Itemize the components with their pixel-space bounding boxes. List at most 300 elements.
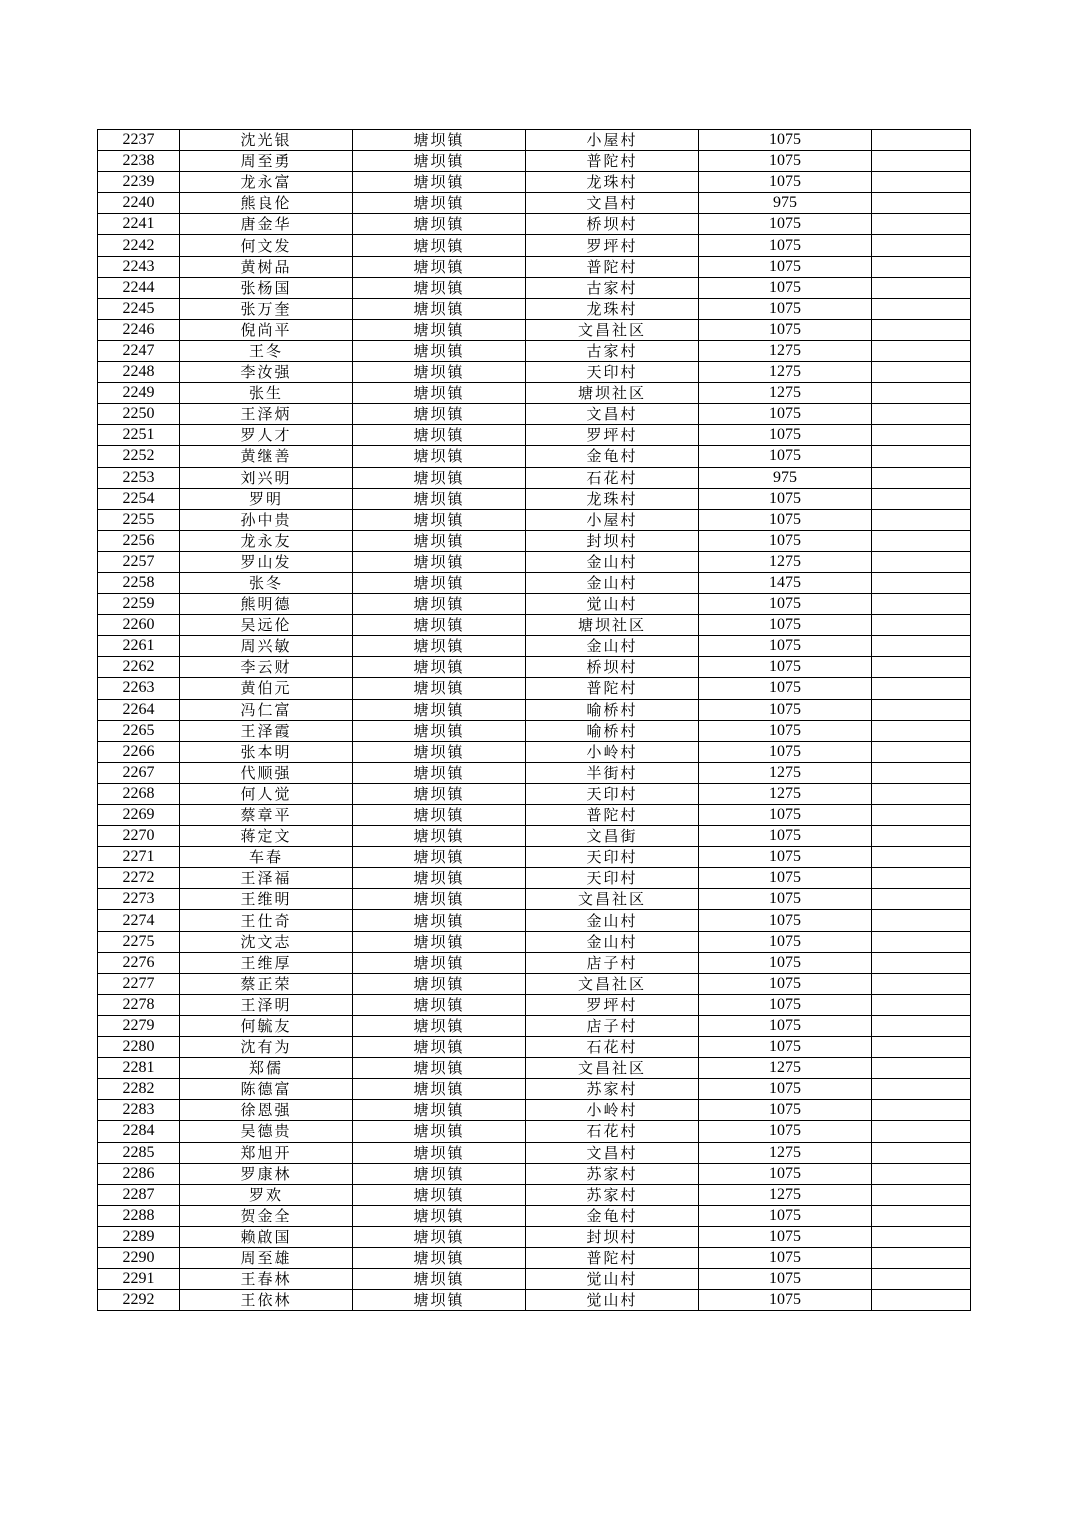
table-row <box>98 1058 971 1079</box>
person-name-cell: 徐恩强 <box>180 1100 353 1121</box>
amount-cell: 1075 <box>699 636 872 657</box>
serial-number-cell: 2251 <box>98 425 180 446</box>
amount-cell: 1075 <box>699 1290 872 1311</box>
note-cell <box>872 657 971 678</box>
amount-cell: 1075 <box>699 1037 872 1058</box>
table-row <box>98 699 971 720</box>
amount-cell: 1075 <box>699 1269 872 1290</box>
amount-cell: 1075 <box>699 151 872 172</box>
person-name-cell: 黄树品 <box>180 256 353 277</box>
village-cell: 喻桥村 <box>526 720 699 741</box>
note-cell <box>872 298 971 319</box>
serial-number-cell: 2278 <box>98 994 180 1015</box>
note-cell <box>872 762 971 783</box>
note-cell <box>872 214 971 235</box>
amount-cell: 1075 <box>699 130 872 151</box>
town-cell: 塘坝镇 <box>353 1290 526 1311</box>
village-cell: 小屋村 <box>526 509 699 530</box>
town-cell: 塘坝镇 <box>353 425 526 446</box>
amount-cell: 1075 <box>699 826 872 847</box>
amount-cell: 1075 <box>699 1015 872 1036</box>
village-cell: 文昌社区 <box>526 973 699 994</box>
town-cell: 塘坝镇 <box>353 509 526 530</box>
village-cell: 文昌社区 <box>526 319 699 340</box>
serial-number-cell: 2272 <box>98 868 180 889</box>
person-name-cell: 张生 <box>180 383 353 404</box>
amount-cell: 1075 <box>699 488 872 509</box>
amount-cell: 1275 <box>699 383 872 404</box>
person-name-cell: 冯仁富 <box>180 699 353 720</box>
town-cell: 塘坝镇 <box>353 1247 526 1268</box>
person-name-cell: 孙中贵 <box>180 509 353 530</box>
table-row <box>98 298 971 319</box>
note-cell <box>872 1226 971 1247</box>
village-cell: 龙珠村 <box>526 488 699 509</box>
person-name-cell: 陈德富 <box>180 1079 353 1100</box>
note-cell <box>872 910 971 931</box>
town-cell: 塘坝镇 <box>353 319 526 340</box>
town-cell: 塘坝镇 <box>353 151 526 172</box>
person-name-cell: 王春林 <box>180 1269 353 1290</box>
person-name-cell: 周至勇 <box>180 151 353 172</box>
table-row <box>98 277 971 298</box>
village-cell: 罗坪村 <box>526 994 699 1015</box>
amount-cell: 1075 <box>699 446 872 467</box>
amount-cell: 1075 <box>699 994 872 1015</box>
person-name-cell: 熊明德 <box>180 594 353 615</box>
person-name-cell: 黄继善 <box>180 446 353 467</box>
table-row <box>98 678 971 699</box>
village-cell: 塘坝社区 <box>526 615 699 636</box>
person-name-cell: 唐金华 <box>180 214 353 235</box>
table-row <box>98 910 971 931</box>
note-cell <box>872 636 971 657</box>
village-cell: 觉山村 <box>526 594 699 615</box>
serial-number-cell: 2246 <box>98 319 180 340</box>
amount-cell: 975 <box>699 467 872 488</box>
roster-table <box>97 129 971 1311</box>
person-name-cell: 周兴敏 <box>180 636 353 657</box>
village-cell: 龙珠村 <box>526 172 699 193</box>
town-cell: 塘坝镇 <box>353 889 526 910</box>
person-name-cell: 熊良伦 <box>180 193 353 214</box>
note-cell <box>872 530 971 551</box>
serial-number-cell: 2248 <box>98 362 180 383</box>
amount-cell: 1275 <box>699 551 872 572</box>
amount-cell: 1075 <box>699 720 872 741</box>
person-name-cell: 车春 <box>180 847 353 868</box>
person-name-cell: 何人觉 <box>180 783 353 804</box>
person-name-cell: 赖啟国 <box>180 1226 353 1247</box>
table-row <box>98 826 971 847</box>
table-row <box>98 952 971 973</box>
amount-cell: 1075 <box>699 530 872 551</box>
amount-cell: 1075 <box>699 594 872 615</box>
note-cell <box>872 193 971 214</box>
serial-number-cell: 2253 <box>98 467 180 488</box>
village-cell: 店子村 <box>526 1015 699 1036</box>
town-cell: 塘坝镇 <box>353 741 526 762</box>
person-name-cell: 蔡正荣 <box>180 973 353 994</box>
person-name-cell: 张本明 <box>180 741 353 762</box>
note-cell <box>872 362 971 383</box>
serial-number-cell: 2282 <box>98 1079 180 1100</box>
town-cell: 塘坝镇 <box>353 636 526 657</box>
amount-cell: 1075 <box>699 1205 872 1226</box>
serial-number-cell: 2257 <box>98 551 180 572</box>
note-cell <box>872 572 971 593</box>
amount-cell: 1075 <box>699 509 872 530</box>
amount-cell: 1075 <box>699 1163 872 1184</box>
village-cell: 金山村 <box>526 572 699 593</box>
note-cell <box>872 404 971 425</box>
village-cell: 小屋村 <box>526 130 699 151</box>
town-cell: 塘坝镇 <box>353 1205 526 1226</box>
town-cell: 塘坝镇 <box>353 615 526 636</box>
village-cell: 塘坝社区 <box>526 383 699 404</box>
village-cell: 苏家村 <box>526 1079 699 1100</box>
town-cell: 塘坝镇 <box>353 551 526 572</box>
amount-cell: 1275 <box>699 783 872 804</box>
table-row <box>98 130 971 151</box>
amount-cell: 1075 <box>699 805 872 826</box>
serial-number-cell: 2276 <box>98 952 180 973</box>
person-name-cell: 代顺强 <box>180 762 353 783</box>
serial-number-cell: 2243 <box>98 256 180 277</box>
table-row <box>98 214 971 235</box>
person-name-cell: 罗明 <box>180 488 353 509</box>
serial-number-cell: 2260 <box>98 615 180 636</box>
amount-cell: 1075 <box>699 298 872 319</box>
note-cell <box>872 1015 971 1036</box>
serial-number-cell: 2271 <box>98 847 180 868</box>
serial-number-cell: 2266 <box>98 741 180 762</box>
note-cell <box>872 467 971 488</box>
serial-number-cell: 2241 <box>98 214 180 235</box>
table-row <box>98 1205 971 1226</box>
serial-number-cell: 2273 <box>98 889 180 910</box>
town-cell: 塘坝镇 <box>353 1142 526 1163</box>
person-name-cell: 龙永富 <box>180 172 353 193</box>
note-cell <box>872 994 971 1015</box>
town-cell: 塘坝镇 <box>353 720 526 741</box>
table-row <box>98 973 971 994</box>
serial-number-cell: 2267 <box>98 762 180 783</box>
roster-body <box>98 130 971 1311</box>
amount-cell: 1075 <box>699 425 872 446</box>
town-cell: 塘坝镇 <box>353 678 526 699</box>
town-cell: 塘坝镇 <box>353 383 526 404</box>
town-cell: 塘坝镇 <box>353 256 526 277</box>
town-cell: 塘坝镇 <box>353 1226 526 1247</box>
person-name-cell: 张杨国 <box>180 277 353 298</box>
person-name-cell: 何毓友 <box>180 1015 353 1036</box>
village-cell: 文昌村 <box>526 1142 699 1163</box>
serial-number-cell: 2249 <box>98 383 180 404</box>
table-row <box>98 340 971 361</box>
serial-number-cell: 2264 <box>98 699 180 720</box>
note-cell <box>872 446 971 467</box>
serial-number-cell: 2270 <box>98 826 180 847</box>
village-cell: 金山村 <box>526 636 699 657</box>
town-cell: 塘坝镇 <box>353 467 526 488</box>
table-row <box>98 1184 971 1205</box>
village-cell: 古家村 <box>526 277 699 298</box>
person-name-cell: 沈文志 <box>180 931 353 952</box>
serial-number-cell: 2252 <box>98 446 180 467</box>
person-name-cell: 周至雄 <box>180 1247 353 1268</box>
amount-cell: 1075 <box>699 741 872 762</box>
table-row <box>98 868 971 889</box>
amount-cell: 975 <box>699 193 872 214</box>
town-cell: 塘坝镇 <box>353 404 526 425</box>
note-cell <box>872 1100 971 1121</box>
table-row <box>98 1142 971 1163</box>
town-cell: 塘坝镇 <box>353 1163 526 1184</box>
village-cell: 觉山村 <box>526 1290 699 1311</box>
serial-number-cell: 2254 <box>98 488 180 509</box>
village-cell: 天印村 <box>526 868 699 889</box>
serial-number-cell: 2281 <box>98 1058 180 1079</box>
town-cell: 塘坝镇 <box>353 973 526 994</box>
village-cell: 罗坪村 <box>526 425 699 446</box>
village-cell: 小岭村 <box>526 1100 699 1121</box>
amount-cell: 1075 <box>699 847 872 868</box>
town-cell: 塘坝镇 <box>353 572 526 593</box>
person-name-cell: 王依林 <box>180 1290 353 1311</box>
note-cell <box>872 425 971 446</box>
person-name-cell: 罗欢 <box>180 1184 353 1205</box>
amount-cell: 1075 <box>699 657 872 678</box>
note-cell <box>872 235 971 256</box>
amount-cell: 1075 <box>699 973 872 994</box>
table-row <box>98 1015 971 1036</box>
table-row <box>98 530 971 551</box>
note-cell <box>872 488 971 509</box>
person-name-cell: 李汝强 <box>180 362 353 383</box>
person-name-cell: 张万奎 <box>180 298 353 319</box>
amount-cell: 1075 <box>699 868 872 889</box>
town-cell: 塘坝镇 <box>353 277 526 298</box>
amount-cell: 1075 <box>699 889 872 910</box>
note-cell <box>872 973 971 994</box>
amount-cell: 1075 <box>699 1226 872 1247</box>
town-cell: 塘坝镇 <box>353 994 526 1015</box>
table-row <box>98 1247 971 1268</box>
note-cell <box>872 1142 971 1163</box>
person-name-cell: 王维厚 <box>180 952 353 973</box>
village-cell: 封坝村 <box>526 530 699 551</box>
note-cell <box>872 741 971 762</box>
village-cell: 金山村 <box>526 551 699 572</box>
note-cell <box>872 889 971 910</box>
town-cell: 塘坝镇 <box>353 530 526 551</box>
village-cell: 石花村 <box>526 1121 699 1142</box>
note-cell <box>872 1184 971 1205</box>
table-row <box>98 1290 971 1311</box>
village-cell: 普陀村 <box>526 151 699 172</box>
amount-cell: 1075 <box>699 1100 872 1121</box>
person-name-cell: 王泽炳 <box>180 404 353 425</box>
person-name-cell: 何文发 <box>180 235 353 256</box>
amount-cell: 1075 <box>699 1121 872 1142</box>
serial-number-cell: 2289 <box>98 1226 180 1247</box>
table-row <box>98 615 971 636</box>
table-row <box>98 889 971 910</box>
serial-number-cell: 2261 <box>98 636 180 657</box>
note-cell <box>872 551 971 572</box>
serial-number-cell: 2290 <box>98 1247 180 1268</box>
table-row <box>98 488 971 509</box>
village-cell: 金山村 <box>526 931 699 952</box>
table-row <box>98 805 971 826</box>
serial-number-cell: 2263 <box>98 678 180 699</box>
amount-cell: 1075 <box>699 235 872 256</box>
serial-number-cell: 2279 <box>98 1015 180 1036</box>
serial-number-cell: 2280 <box>98 1037 180 1058</box>
village-cell: 文昌社区 <box>526 1058 699 1079</box>
town-cell: 塘坝镇 <box>353 910 526 931</box>
table-row <box>98 319 971 340</box>
serial-number-cell: 2277 <box>98 973 180 994</box>
person-name-cell: 龙永友 <box>180 530 353 551</box>
table-row <box>98 551 971 572</box>
amount-cell: 1075 <box>699 214 872 235</box>
serial-number-cell: 2285 <box>98 1142 180 1163</box>
note-cell <box>872 130 971 151</box>
amount-cell: 1075 <box>699 1079 872 1100</box>
amount-cell: 1075 <box>699 952 872 973</box>
village-cell: 天印村 <box>526 362 699 383</box>
person-name-cell: 王泽霞 <box>180 720 353 741</box>
village-cell: 古家村 <box>526 340 699 361</box>
town-cell: 塘坝镇 <box>353 847 526 868</box>
table-row <box>98 193 971 214</box>
amount-cell: 1075 <box>699 699 872 720</box>
table-row <box>98 741 971 762</box>
serial-number-cell: 2240 <box>98 193 180 214</box>
town-cell: 塘坝镇 <box>353 1037 526 1058</box>
village-cell: 罗坪村 <box>526 235 699 256</box>
amount-cell: 1275 <box>699 1142 872 1163</box>
town-cell: 塘坝镇 <box>353 1079 526 1100</box>
village-cell: 半街村 <box>526 762 699 783</box>
note-cell <box>872 594 971 615</box>
village-cell: 苏家村 <box>526 1163 699 1184</box>
serial-number-cell: 2292 <box>98 1290 180 1311</box>
note-cell <box>872 1058 971 1079</box>
serial-number-cell: 2259 <box>98 594 180 615</box>
village-cell: 金龟村 <box>526 446 699 467</box>
village-cell: 普陀村 <box>526 678 699 699</box>
village-cell: 金龟村 <box>526 1205 699 1226</box>
table-row <box>98 1269 971 1290</box>
person-name-cell: 罗康林 <box>180 1163 353 1184</box>
town-cell: 塘坝镇 <box>353 130 526 151</box>
amount-cell: 1075 <box>699 1247 872 1268</box>
note-cell <box>872 805 971 826</box>
town-cell: 塘坝镇 <box>353 235 526 256</box>
amount-cell: 1075 <box>699 910 872 931</box>
note-cell <box>872 340 971 361</box>
note-cell <box>872 1037 971 1058</box>
person-name-cell: 吴德贵 <box>180 1121 353 1142</box>
table-row <box>98 509 971 530</box>
table-row <box>98 467 971 488</box>
person-name-cell: 王泽福 <box>180 868 353 889</box>
table-row <box>98 847 971 868</box>
town-cell: 塘坝镇 <box>353 1100 526 1121</box>
serial-number-cell: 2275 <box>98 931 180 952</box>
village-cell: 觉山村 <box>526 1269 699 1290</box>
serial-number-cell: 2258 <box>98 572 180 593</box>
town-cell: 塘坝镇 <box>353 1269 526 1290</box>
person-name-cell: 倪尚平 <box>180 319 353 340</box>
table-row <box>98 572 971 593</box>
person-name-cell: 王泽明 <box>180 994 353 1015</box>
village-cell: 桥坝村 <box>526 214 699 235</box>
table-row <box>98 151 971 172</box>
serial-number-cell: 2242 <box>98 235 180 256</box>
town-cell: 塘坝镇 <box>353 931 526 952</box>
note-cell <box>872 1247 971 1268</box>
person-name-cell: 王冬 <box>180 340 353 361</box>
town-cell: 塘坝镇 <box>353 1121 526 1142</box>
village-cell: 天印村 <box>526 783 699 804</box>
table-row <box>98 383 971 404</box>
village-cell: 普陀村 <box>526 1247 699 1268</box>
note-cell <box>872 699 971 720</box>
note-cell <box>872 931 971 952</box>
table-row <box>98 636 971 657</box>
village-cell: 桥坝村 <box>526 657 699 678</box>
note-cell <box>872 720 971 741</box>
table-row <box>98 404 971 425</box>
serial-number-cell: 2255 <box>98 509 180 530</box>
amount-cell: 1075 <box>699 404 872 425</box>
table-row <box>98 425 971 446</box>
table-row <box>98 256 971 277</box>
person-name-cell: 罗人才 <box>180 425 353 446</box>
village-cell: 石花村 <box>526 467 699 488</box>
note-cell <box>872 277 971 298</box>
table-row <box>98 1079 971 1100</box>
serial-number-cell: 2245 <box>98 298 180 319</box>
amount-cell: 1075 <box>699 172 872 193</box>
table-row <box>98 720 971 741</box>
village-cell: 店子村 <box>526 952 699 973</box>
amount-cell: 1275 <box>699 1184 872 1205</box>
town-cell: 塘坝镇 <box>353 868 526 889</box>
person-name-cell: 李云财 <box>180 657 353 678</box>
person-name-cell: 蔡章平 <box>180 805 353 826</box>
note-cell <box>872 1079 971 1100</box>
note-cell <box>872 383 971 404</box>
person-name-cell: 贺金全 <box>180 1205 353 1226</box>
note-cell <box>872 826 971 847</box>
person-name-cell: 沈光银 <box>180 130 353 151</box>
village-cell: 普陀村 <box>526 256 699 277</box>
town-cell: 塘坝镇 <box>353 446 526 467</box>
serial-number-cell: 2250 <box>98 404 180 425</box>
note-cell <box>872 256 971 277</box>
serial-number-cell: 2287 <box>98 1184 180 1205</box>
town-cell: 塘坝镇 <box>353 362 526 383</box>
note-cell <box>872 952 971 973</box>
amount-cell: 1475 <box>699 572 872 593</box>
note-cell <box>872 151 971 172</box>
note-cell <box>872 783 971 804</box>
